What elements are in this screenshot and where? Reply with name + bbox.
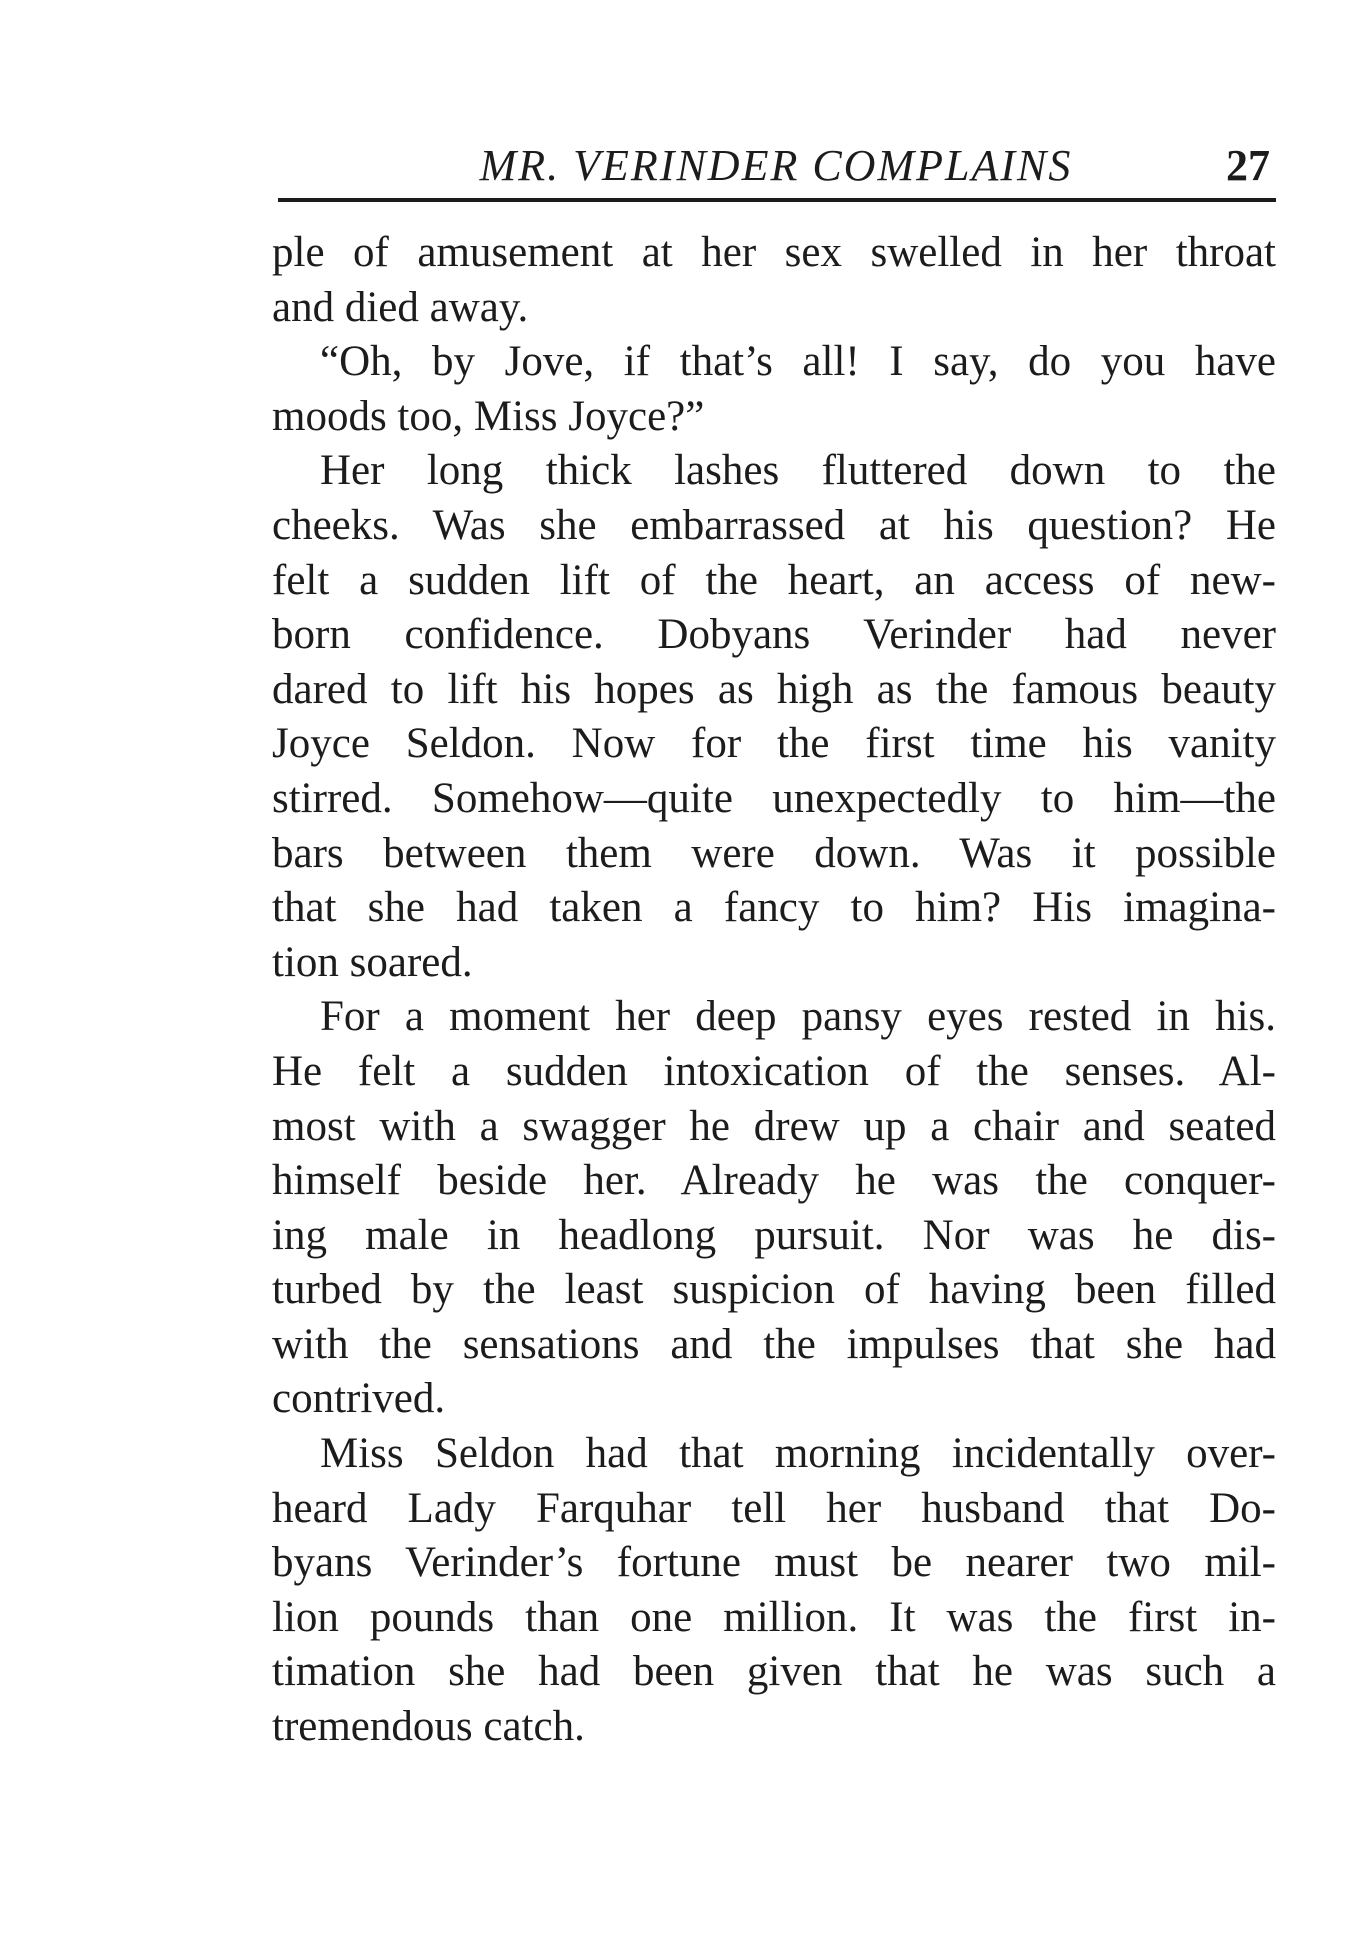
text-line: turbed by the least suspicion of having been filled (272, 1266, 1276, 1314)
text-line: tion soared. (272, 938, 473, 986)
text-line: stirred. Somehow—quite unexpectedly to him—the (272, 774, 1276, 822)
text-line: He felt a sudden intoxication of the senses. Al- (272, 1047, 1276, 1095)
text-line: cheeks. Was she embarrassed at his question? He (272, 501, 1276, 549)
text-line: Her long thick lashes fluttered down to the (320, 447, 1276, 495)
text-line: heard Lady Farquhar tell her husband that Do- (272, 1484, 1276, 1532)
text-line: and died away. (272, 283, 529, 331)
text-line: lion pounds than one million. It was the first in- (272, 1593, 1276, 1641)
text-line: moods too, Miss Joyce?” (272, 392, 705, 440)
body-text (272, 226, 1276, 1755)
text-line: with the sensations and the impulses that she had (272, 1320, 1276, 1368)
text-line: dared to lift his hopes as high as the famous beauty (272, 665, 1276, 713)
text-line: himself beside her. Already he was the conquer- (272, 1157, 1276, 1205)
text-line: timation she had been given that he was such a (272, 1648, 1276, 1696)
text-line: tremendous catch. (272, 1703, 585, 1751)
text-line: that she had taken a fancy to him? His imagina- (272, 884, 1276, 932)
text-line: byans Verinder’s fortune must be nearer two mil- (272, 1539, 1276, 1587)
text-line: contrived. (272, 1375, 446, 1423)
text-line: Miss Seldon had that morning incidentally over- (320, 1430, 1276, 1478)
header-rule (278, 198, 1276, 202)
text-line: ing male in headlong pursuit. Nor was he dis- (272, 1211, 1276, 1259)
text-line: Joyce Seldon. Now for the first time his vanity (272, 720, 1276, 768)
text-line: For a moment her deep pansy eyes rested in his. (320, 993, 1276, 1041)
text-line: bars between them were down. Was it possible (272, 829, 1276, 877)
running-title: MR. VERINDER COMPLAINS (479, 141, 1073, 190)
page-number: 27 (1226, 141, 1270, 190)
running-head (278, 130, 1274, 190)
text-line: ple of amusement at her sex swelled in her throat (272, 229, 1276, 276)
text-line: most with a swagger he drew up a chair and seated (272, 1102, 1276, 1150)
text-line: “Oh, by Jove, if that’s all! I say, do you have (320, 338, 1276, 386)
text-line: born confidence. Dobyans Verinder had never (272, 611, 1276, 659)
text-line: felt a sudden lift of the heart, an access of new- (272, 556, 1276, 604)
